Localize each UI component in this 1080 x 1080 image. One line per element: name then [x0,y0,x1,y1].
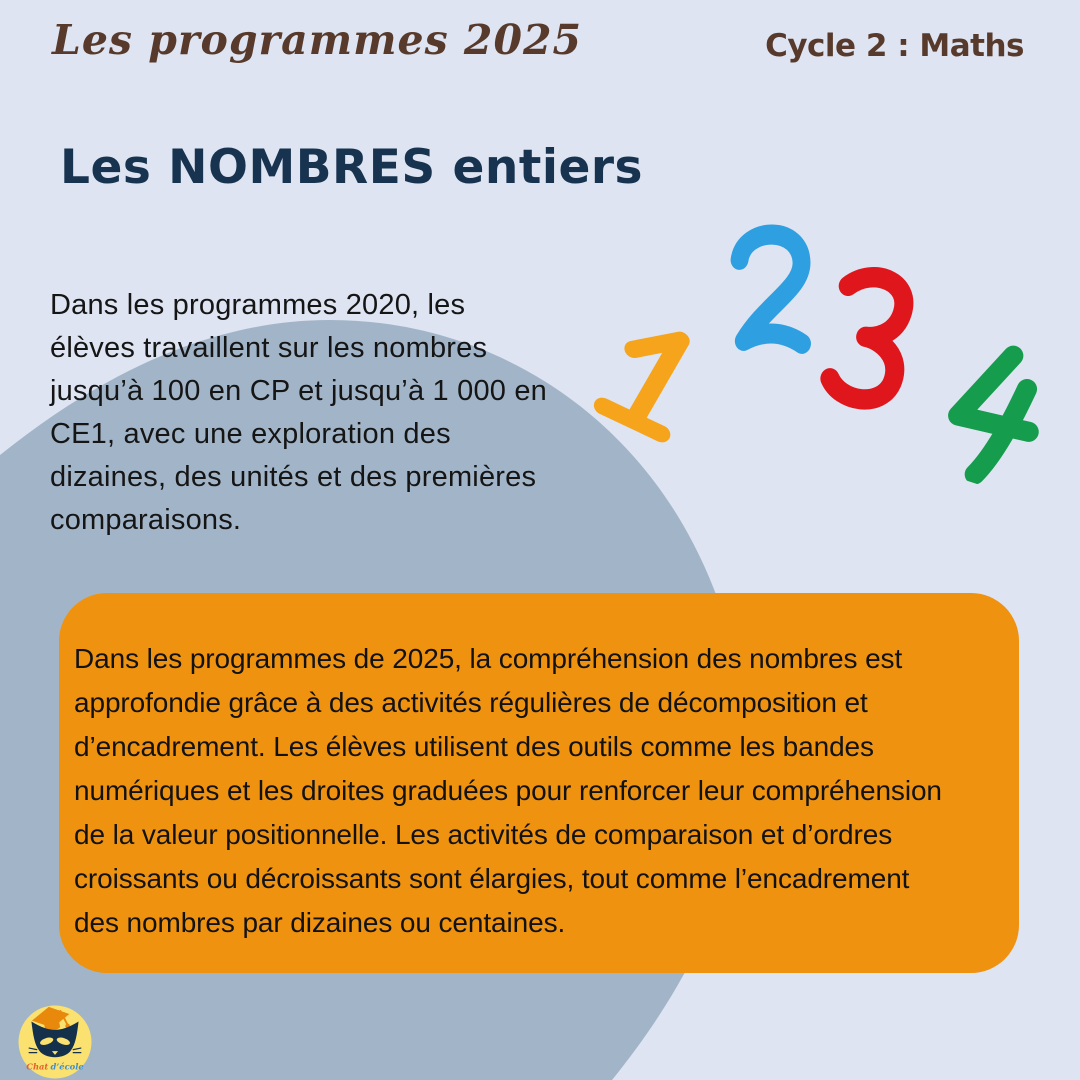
logo-wordmark: Chat d’école [26,1061,84,1072]
header-subject: Cycle 2 : Maths [765,28,1024,64]
intro-line: jusqu’à 100 en CP et jusqu’à 1 000 en [50,375,548,407]
card-line: Dans les programmes de 2025, la compréhension des nombres est [74,643,903,674]
intro-line: Dans les programmes 2020, les [50,289,466,321]
intro-line: dizaines, des unités et des premières [50,461,537,493]
card-line: numériques et les droites graduées pour renforcer leur compréhension [74,775,942,806]
card-line: des nombres par dizaines ou centaines. [74,907,566,938]
highlight-card [59,593,1019,973]
card-line: croissants ou décroissants sont élargies, tout comme l’encadrement [74,863,910,894]
highlight-card-text [74,637,999,945]
series-title: Les programmes 2025 [52,16,583,64]
page-title: Les NOMBRES entiers [60,140,644,195]
intro-line: comparaisons. [50,504,242,536]
intro-line: CE1, avec une exploration des [50,418,451,450]
card-line: approfondie grâce à des activités régulières de décomposition et [74,687,868,718]
card-line: de la valeur positionnelle. Les activités de comparaison et d’ordres [74,819,893,850]
intro-paragraph [50,284,590,542]
card-line: d’encadrement. Les élèves utilisent des outils comme les bandes [74,731,874,762]
intro-line: élèves travaillent sur les nombres [50,332,488,364]
decorative-number-2 [716,212,823,368]
chat-decole-logo [17,1004,93,1080]
